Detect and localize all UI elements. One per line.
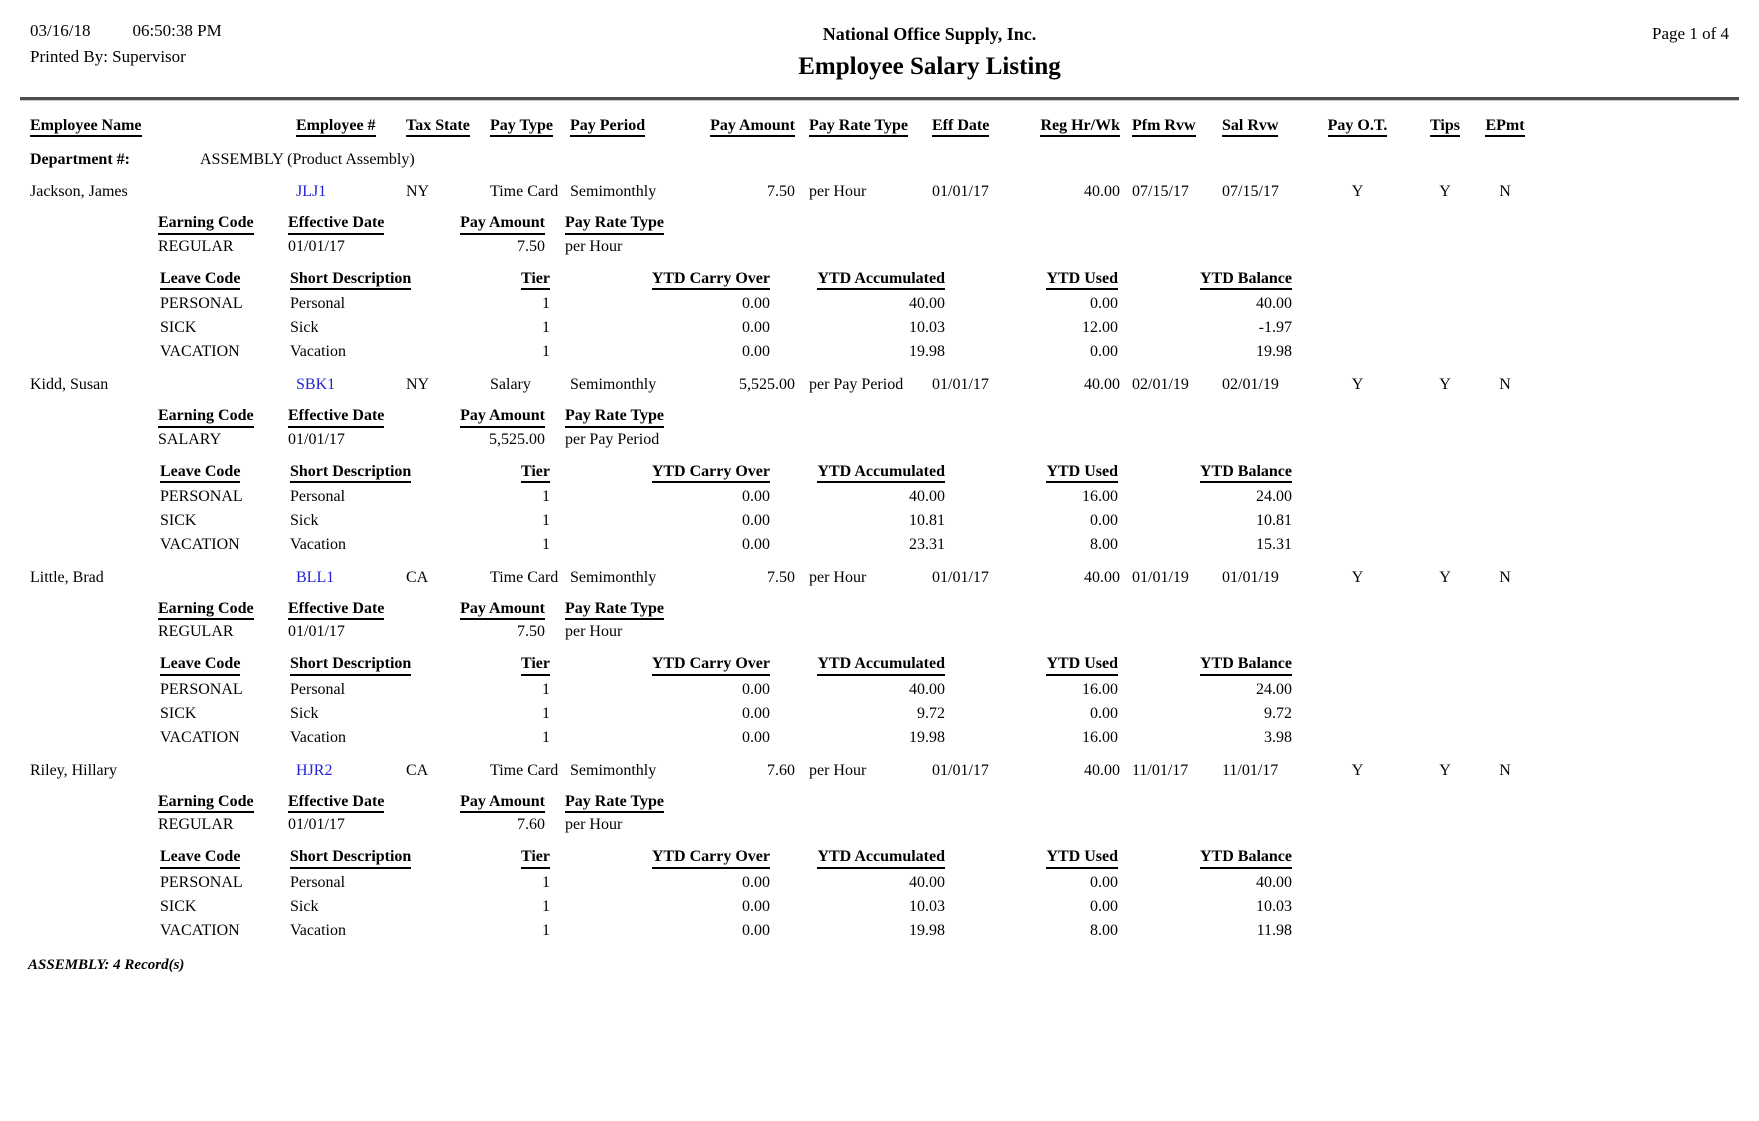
employee-eff-date: 01/01/17: [932, 761, 989, 779]
employee-row: [0, 758, 1759, 780]
leave-row: [160, 486, 1759, 507]
leave-short-description: Sick: [290, 511, 319, 529]
leave-ytd-used: 8.00: [1090, 535, 1118, 553]
col-leave-code: Leave Code: [160, 463, 240, 483]
leave-tier: 1: [542, 487, 550, 505]
leave-short-description: Vacation: [290, 343, 346, 361]
col-leave-tier: Tier: [521, 463, 550, 483]
leave-ytd-accumulated: 10.03: [909, 897, 945, 915]
col-earning-pay-amount: Pay Amount: [460, 214, 545, 234]
leave-ytd-used: 0.00: [1090, 295, 1118, 313]
leave-ytd-balance: 3.98: [1264, 728, 1292, 746]
earning-code: SALARY: [158, 430, 222, 448]
print-info: [30, 18, 350, 81]
leave-tier: 1: [542, 319, 550, 337]
leave-code: PERSONAL: [160, 295, 243, 313]
col-pay-period: Pay Period: [570, 117, 645, 137]
earning-header-row: [158, 600, 1759, 620]
leave-ytd-balance: 10.81: [1256, 511, 1292, 529]
employee-reg-hr-wk: 40.00: [1084, 568, 1120, 586]
employee-tips: Y: [1439, 183, 1451, 201]
leave-ytd-accumulated: 40.00: [909, 487, 945, 505]
employee-pay-amount: 7.50: [767, 183, 795, 201]
employee-block: [0, 179, 1759, 362]
employee-reg-hr-wk: 40.00: [1084, 761, 1120, 779]
leave-row: [160, 872, 1759, 893]
leave-ytd-balance: -1.97: [1258, 319, 1292, 337]
employee-row: [0, 565, 1759, 587]
leave-header-row: [160, 848, 1759, 868]
leave-row: [160, 896, 1759, 917]
leave-short-description: Personal: [290, 873, 346, 891]
col-leave-ytd-used: YTD Used: [1046, 655, 1118, 675]
col-pay-ot: Pay O.T.: [1328, 117, 1388, 137]
col-pay-type: Pay Type: [490, 117, 553, 137]
earning-effective-date: 01/01/17: [288, 623, 345, 641]
leave-code: VACATION: [160, 535, 240, 553]
col-leave-ytd-carry-over: YTD Carry Over: [652, 655, 770, 675]
employee-pay-amount: 7.60: [767, 761, 795, 779]
employee-pfm-rvw: 02/01/19: [1132, 376, 1189, 394]
leave-short-description: Personal: [290, 680, 346, 698]
leave-ytd-balance: 9.72: [1264, 704, 1292, 722]
employee-name: Little, Brad: [30, 568, 104, 586]
leave-header-row: [160, 463, 1759, 483]
leave-row: [160, 703, 1759, 724]
leave-ytd-carry-over: 0.00: [742, 343, 770, 361]
leave-row: [160, 534, 1759, 555]
col-leave-ytd-balance: YTD Balance: [1200, 655, 1292, 675]
leave-ytd-used: 0.00: [1090, 897, 1118, 915]
earning-pay-rate-type: per Hour: [565, 816, 623, 834]
leave-code: SICK: [160, 704, 197, 722]
leave-code: SICK: [160, 319, 197, 337]
col-leave-ytd-used: YTD Used: [1046, 463, 1118, 483]
col-leave-tier: Tier: [521, 270, 550, 290]
col-earning-pay-amount: Pay Amount: [460, 793, 545, 813]
leave-short-description: Sick: [290, 319, 319, 337]
col-sal-rvw: Sal Rvw: [1222, 117, 1278, 137]
employee-tips: Y: [1439, 761, 1451, 779]
col-leave-ytd-balance: YTD Balance: [1200, 848, 1292, 868]
earning-pay-rate-type: per Pay Period: [565, 430, 660, 448]
leave-tier: 1: [542, 897, 550, 915]
employee-epmt: N: [1499, 761, 1511, 779]
employee-pay-amount: 5,525.00: [739, 376, 795, 394]
company-name: National Office Supply, Inc.: [822, 24, 1037, 44]
leave-ytd-accumulated: 40.00: [909, 295, 945, 313]
leave-tier: 1: [542, 680, 550, 698]
col-eff-date: Eff Date: [932, 117, 989, 137]
leave-ytd-used: 0.00: [1090, 873, 1118, 891]
employee-pay-type: Time Card: [490, 183, 559, 201]
col-leave-short-description: Short Description: [290, 270, 411, 290]
earning-code: REGULAR: [158, 237, 234, 255]
employee-number-link[interactable]: JLJ1: [296, 183, 327, 201]
leave-ytd-carry-over: 0.00: [742, 728, 770, 746]
col-earning-pay-amount: Pay Amount: [460, 600, 545, 620]
leave-ytd-carry-over: 0.00: [742, 535, 770, 553]
employee-epmt: N: [1499, 568, 1511, 586]
employee-eff-date: 01/01/17: [932, 376, 989, 394]
earning-pay-amount: 5,525.00: [489, 430, 545, 448]
leave-ytd-carry-over: 0.00: [742, 873, 770, 891]
leave-ytd-balance: 24.00: [1256, 487, 1292, 505]
employee-epmt: N: [1499, 376, 1511, 394]
leave-ytd-carry-over: 0.00: [742, 680, 770, 698]
employee-pay-rate-type: per Hour: [809, 183, 867, 201]
leave-code: PERSONAL: [160, 873, 243, 891]
col-epmt: EPmt: [1485, 117, 1524, 137]
col-leave-ytd-accumulated: YTD Accumulated: [817, 463, 945, 483]
employee-row: [0, 179, 1759, 201]
col-leave-short-description: Short Description: [290, 655, 411, 675]
department-value: ASSEMBLY (Product Assembly): [200, 151, 415, 169]
leave-ytd-accumulated: 10.81: [909, 511, 945, 529]
leave-ytd-balance: 24.00: [1256, 680, 1292, 698]
col-leave-ytd-used: YTD Used: [1046, 848, 1118, 868]
employee-eff-date: 01/01/17: [932, 568, 989, 586]
leave-ytd-balance: 15.31: [1256, 535, 1292, 553]
leave-ytd-accumulated: 23.31: [909, 535, 945, 553]
leave-ytd-accumulated: 9.72: [917, 704, 945, 722]
employee-pay-rate-type: per Hour: [809, 761, 867, 779]
printed-by: Printed By: Supervisor: [30, 47, 186, 66]
col-leave-ytd-accumulated: YTD Accumulated: [817, 848, 945, 868]
department-row: [0, 151, 1759, 169]
leave-ytd-balance: 11.98: [1256, 921, 1292, 939]
earning-effective-date: 01/01/17: [288, 237, 345, 255]
leave-code: PERSONAL: [160, 680, 243, 698]
department-record-count: ASSEMBLY: 4 Record(s): [28, 956, 185, 973]
earning-pay-amount: 7.50: [517, 237, 545, 255]
employee-pfm-rvw: 07/15/17: [1132, 183, 1189, 201]
col-earning-code: Earning Code: [158, 407, 254, 427]
employee-epmt: N: [1499, 183, 1511, 201]
col-employee-number: Employee #: [296, 117, 376, 137]
print-time: 06:50:38 PM: [132, 21, 222, 40]
leave-ytd-carry-over: 0.00: [742, 897, 770, 915]
print-date: 03/16/18: [30, 21, 91, 40]
employee-tips: Y: [1439, 376, 1451, 394]
col-leave-ytd-used: YTD Used: [1046, 270, 1118, 290]
col-earning-pay-rate-type: Pay Rate Type: [565, 600, 664, 620]
leave-ytd-carry-over: 0.00: [742, 295, 770, 313]
employee-pay-period: Semimonthly: [570, 761, 657, 779]
leave-row: [160, 341, 1759, 362]
earning-code: REGULAR: [158, 623, 234, 641]
leave-row: [160, 920, 1759, 941]
leave-short-description: Vacation: [290, 535, 346, 553]
leave-header-row: [160, 655, 1759, 675]
earning-pay-amount: 7.60: [517, 816, 545, 834]
employee-block: [0, 372, 1759, 555]
leave-ytd-accumulated: 10.03: [909, 319, 945, 337]
employee-reg-hr-wk: 40.00: [1084, 376, 1120, 394]
leave-short-description: Sick: [290, 897, 319, 915]
employee-pay-type: Time Card: [490, 568, 559, 586]
earning-row: [158, 431, 1759, 449]
leave-short-description: Vacation: [290, 728, 346, 746]
leave-ytd-used: 8.00: [1090, 921, 1118, 939]
col-tips: Tips: [1430, 117, 1460, 137]
leave-ytd-carry-over: 0.00: [742, 319, 770, 337]
leave-row: [160, 679, 1759, 700]
employee-sal-rvw: 01/01/19: [1222, 568, 1279, 586]
employee-sal-rvw: 07/15/17: [1222, 183, 1279, 201]
employee-pay-type: Salary: [490, 376, 531, 394]
employee-pay-ot: Y: [1351, 183, 1364, 201]
leave-short-description: Personal: [290, 487, 346, 505]
employee-pay-type: Time Card: [490, 761, 559, 779]
leave-ytd-balance: 40.00: [1256, 295, 1292, 313]
employee-name: Jackson, James: [30, 183, 128, 201]
col-earning-code: Earning Code: [158, 214, 254, 234]
leave-code: VACATION: [160, 728, 240, 746]
col-leave-ytd-balance: YTD Balance: [1200, 463, 1292, 483]
leave-tier: 1: [542, 704, 550, 722]
employee-number-link[interactable]: HJR2: [296, 761, 333, 779]
employee-name: Kidd, Susan: [30, 376, 109, 394]
leave-row: [160, 510, 1759, 531]
report-header: [0, 0, 1759, 81]
leave-ytd-accumulated: 19.98: [909, 728, 945, 746]
employee-pay-rate-type: per Pay Period: [809, 376, 904, 394]
employee-pay-period: Semimonthly: [570, 183, 657, 201]
employee-block: [0, 758, 1759, 941]
col-leave-ytd-carry-over: YTD Carry Over: [652, 848, 770, 868]
leave-ytd-accumulated: 40.00: [909, 680, 945, 698]
leave-row: [160, 727, 1759, 748]
col-leave-ytd-carry-over: YTD Carry Over: [652, 463, 770, 483]
employee-list: [0, 179, 1759, 940]
earning-pay-rate-type: per Hour: [565, 237, 623, 255]
col-pay-rate-type: Pay Rate Type: [809, 117, 908, 137]
employee-number-link[interactable]: BLL1: [296, 568, 335, 586]
employee-pay-rate-type: per Hour: [809, 568, 867, 586]
employee-pay-ot: Y: [1351, 568, 1364, 586]
employee-reg-hr-wk: 40.00: [1084, 183, 1120, 201]
col-earning-pay-rate-type: Pay Rate Type: [565, 407, 664, 427]
col-earning-effective-date: Effective Date: [288, 214, 384, 234]
column-header-row: [0, 117, 1759, 137]
col-earning-code: Earning Code: [158, 793, 254, 813]
employee-tax-state: CA: [406, 761, 429, 779]
earning-pay-rate-type: per Hour: [565, 623, 623, 641]
col-reg-hr-wk: Reg Hr/Wk: [1040, 117, 1120, 137]
leave-code: VACATION: [160, 343, 240, 361]
col-earning-pay-rate-type: Pay Rate Type: [565, 793, 664, 813]
col-leave-ytd-balance: YTD Balance: [1200, 270, 1292, 290]
employee-pay-ot: Y: [1351, 376, 1364, 394]
leave-ytd-accumulated: 40.00: [909, 873, 945, 891]
leave-tier: 1: [542, 535, 550, 553]
col-leave-ytd-carry-over: YTD Carry Over: [652, 270, 770, 290]
employee-eff-date: 01/01/17: [932, 183, 989, 201]
leave-ytd-carry-over: 0.00: [742, 704, 770, 722]
col-leave-tier: Tier: [521, 655, 550, 675]
employee-sal-rvw: 11/01/17: [1222, 761, 1279, 779]
leave-ytd-used: 12.00: [1082, 319, 1118, 337]
leave-ytd-used: 16.00: [1082, 487, 1118, 505]
leave-ytd-accumulated: 19.98: [909, 343, 945, 361]
col-leave-short-description: Short Description: [290, 848, 411, 868]
col-leave-tier: Tier: [521, 848, 550, 868]
leave-short-description: Sick: [290, 704, 319, 722]
col-employee-name: Employee Name: [30, 117, 142, 137]
leave-ytd-used: 16.00: [1082, 680, 1118, 698]
leave-tier: 1: [542, 873, 550, 891]
header-rule: [20, 97, 1739, 101]
earning-row: [158, 238, 1759, 256]
col-leave-ytd-accumulated: YTD Accumulated: [817, 655, 945, 675]
col-earning-pay-amount: Pay Amount: [460, 407, 545, 427]
leave-ytd-balance: 40.00: [1256, 873, 1292, 891]
col-earning-effective-date: Effective Date: [288, 793, 384, 813]
col-leave-code: Leave Code: [160, 848, 240, 868]
leave-tier: 1: [542, 343, 550, 361]
col-earning-code: Earning Code: [158, 600, 254, 620]
leave-row: [160, 293, 1759, 314]
leave-tier: 1: [542, 921, 550, 939]
leave-code: SICK: [160, 897, 197, 915]
col-leave-code: Leave Code: [160, 655, 240, 675]
leave-short-description: Personal: [290, 295, 346, 313]
leave-tier: 1: [542, 511, 550, 529]
leave-ytd-used: 0.00: [1090, 343, 1118, 361]
leave-ytd-balance: 19.98: [1256, 343, 1292, 361]
leave-ytd-carry-over: 0.00: [742, 511, 770, 529]
earning-row: [158, 816, 1759, 834]
col-leave-code: Leave Code: [160, 270, 240, 290]
earning-effective-date: 01/01/17: [288, 816, 345, 834]
leave-code: SICK: [160, 511, 197, 529]
department-label: Department #:: [30, 151, 130, 169]
leave-code: PERSONAL: [160, 487, 243, 505]
employee-number-link[interactable]: SBK1: [296, 376, 336, 394]
employee-tax-state: NY: [406, 376, 430, 394]
leave-ytd-used: 0.00: [1090, 511, 1118, 529]
leave-ytd-accumulated: 19.98: [909, 921, 945, 939]
leave-header-row: [160, 270, 1759, 290]
col-earning-effective-date: Effective Date: [288, 407, 384, 427]
leave-row: [160, 317, 1759, 338]
leave-short-description: Vacation: [290, 921, 346, 939]
leave-ytd-used: 16.00: [1082, 728, 1118, 746]
earning-code: REGULAR: [158, 816, 234, 834]
earning-header-row: [158, 793, 1759, 813]
col-tax-state: Tax State: [406, 117, 470, 137]
employee-pay-ot: Y: [1351, 761, 1364, 779]
leave-code: VACATION: [160, 921, 240, 939]
col-pfm-rvw: Pfm Rvw: [1132, 117, 1196, 137]
employee-pay-amount: 7.50: [767, 568, 795, 586]
earning-effective-date: 01/01/17: [288, 430, 345, 448]
leave-ytd-carry-over: 0.00: [742, 921, 770, 939]
employee-pfm-rvw: 01/01/19: [1132, 568, 1189, 586]
col-leave-ytd-accumulated: YTD Accumulated: [817, 270, 945, 290]
leave-ytd-balance: 10.03: [1256, 897, 1292, 915]
earning-row: [158, 623, 1759, 641]
employee-sal-rvw: 02/01/19: [1222, 376, 1279, 394]
report-title: Employee Salary Listing: [798, 53, 1061, 80]
col-earning-effective-date: Effective Date: [288, 600, 384, 620]
leave-tier: 1: [542, 728, 550, 746]
employee-row: [0, 372, 1759, 394]
leave-tier: 1: [542, 295, 550, 313]
earning-pay-amount: 7.50: [517, 623, 545, 641]
col-earning-pay-rate-type: Pay Rate Type: [565, 214, 664, 234]
page-number: Page 1 of 4: [1652, 24, 1729, 43]
report-header-center: [350, 18, 1509, 81]
leave-ytd-carry-over: 0.00: [742, 487, 770, 505]
employee-pfm-rvw: 11/01/17: [1132, 761, 1189, 779]
employee-pay-period: Semimonthly: [570, 376, 657, 394]
leave-ytd-used: 0.00: [1090, 704, 1118, 722]
employee-tips: Y: [1439, 568, 1451, 586]
col-pay-amount: Pay Amount: [710, 117, 795, 137]
earning-header-row: [158, 214, 1759, 234]
employee-pay-period: Semimonthly: [570, 568, 657, 586]
employee-tax-state: CA: [406, 568, 429, 586]
employee-block: [0, 565, 1759, 748]
earning-header-row: [158, 407, 1759, 427]
col-leave-short-description: Short Description: [290, 463, 411, 483]
employee-name: Riley, Hillary: [30, 761, 117, 779]
employee-tax-state: NY: [406, 183, 430, 201]
